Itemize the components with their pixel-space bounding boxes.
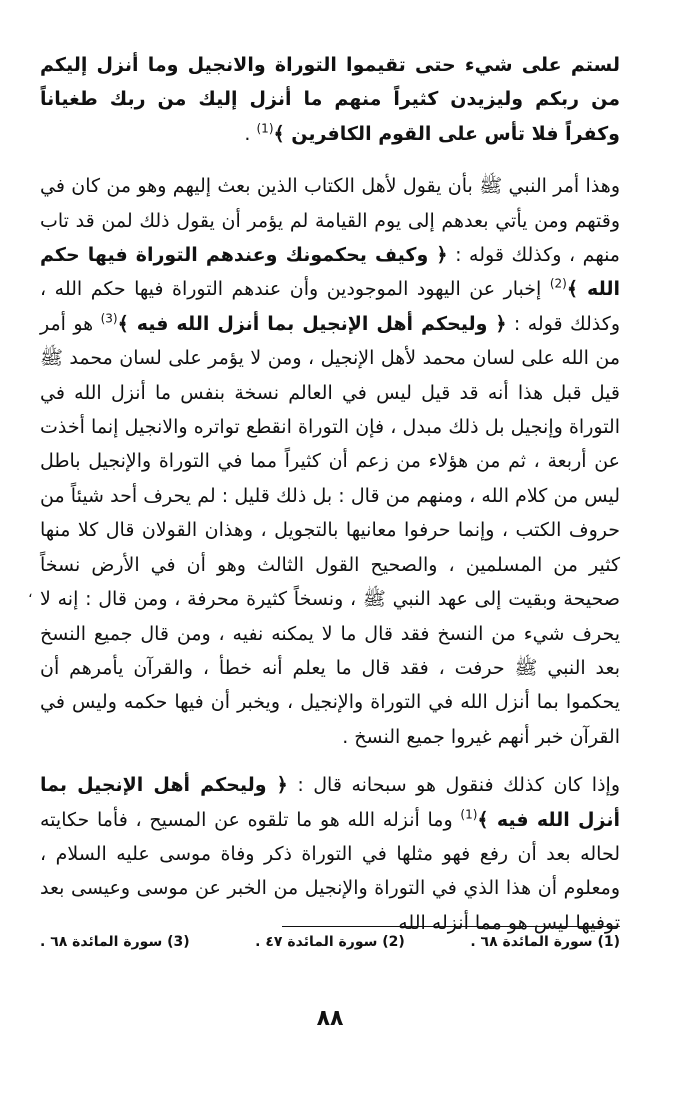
page-body [40,48,620,1048]
footnotes [40,934,620,950]
body-text: . [244,122,257,145]
paragraph-2 [40,169,620,754]
quran-verse: ﴿ وليحكم أهل الإنجيل بما أنزل الله فيه ﴾ [40,774,620,831]
body-text: وهذا أمر النبي ﷺ بأن يقول لأهل الكتاب الذين بعث إليهم وهو من كان في وقتهم ومن يأتي بعدهم إلى يوم القيامة لم يؤمر أن يقول ذلك لمن قد تاب منهم ، وكذلك قوله : [40,175,620,267]
footnote-1: (1) سورة المائدة ٦٨ . [470,934,620,950]
footnote-divider [282,926,620,927]
footnote-ref: (2) [549,277,567,292]
body-text: وإذا كان كذلك فنقول هو سبحانه قال : [287,774,620,797]
quran-verse: لستم على شيء حتى تقيموا التوراة والانجيل وما أنزل إليكم من ربكم وليزيدن كثيراً منهم ما أنزل إليك من ربك طغياناً وكفراً فلا تأس على القوم الكافرين [40,54,620,145]
footnote-2: (2) سورة المائدة ٤٧ . [255,934,405,950]
quran-verse: ﴿ وكيف يحكمونك وعندهم التوراة فيها حكم الله ﴾ [40,244,620,301]
paragraph-3 [40,768,620,940]
footnote-ref: (3) [100,311,118,326]
quran-verse: ﴾ [273,122,285,145]
footnote-ref: (1) [460,807,478,822]
body-text: إخبار عن اليهود الموجودين وأن عندهم التوراة فيها حكم الله ، وكذلك قوله : [40,278,621,335]
quran-verse: ﴿ وليحكم أهل الإنجيل بما أنزل الله فيه ﴾ [117,312,507,335]
page-number: ٨٨ [316,1006,344,1031]
footnote-3: (3) سورة المائدة ٦٨ . [40,934,190,950]
footnote-ref: (1) [256,121,274,136]
margin-mark: ، [28,585,33,601]
body-text: وما أنزله الله هو ما تلقوه عن المسيح ، فأما حكايته لحاله بعد أن رفع فهو مثلها في التوراة ذكر وفاة موسى عليه السلام ، ومعلوم أن هذا الذي في التوراة والإنجيل من الخبر عن موسى وعيسى بعد توفيها ليس هو مما أنزله الله [40,808,620,934]
body-text: هو أمر من الله على لسان محمد لأهل الإنجيل ، ومن لا يؤمر على لسان محمد ﷺ قيل قبل هذا أنه قد قيل ليس في العالم نسخة بنفس ما أنزل الله في التوراة وإنجيل بل ذلك مبدل ، فإن التوراة انقطع تواتره والانجيل إنما أخذت عن أربعة ، ثم من هؤلاء من زعم أن كثيراً مما في التوراة والإنجيل باطل ليس من كلام الله ، ومنهم من قال : بل ذلك قليل : لم يحرف أحد شيئاً من حروف الكتب ، وإنما حرفوا معانيها بالتجويل ، وهذان القولان قال كلا منها كثير من المسلمين ، والصحيح القول الثالث وهو أن في الأرض نسخاً صحيحة وبقيت إلى عهد النبي ﷺ ، ونسخاً كثيرة محرفة ، ومن قال : إنه لا يحرف شيء من النسخ فقد قال ما لا يمكنه نفيه ، ومن قال جميع النسخ بعد النبي ﷺ حرفت ، فقد قال ما يعلم أنه خطأ ، والقرآن يأمرهم أن يحكموا بما أنزل الله في التوراة والإنجيل ، ويخبر أن فيها حكمه وليس في القرآن خبر أنهم غيروا جميع النسخ . [40,312,620,748]
paragraph-1 [40,48,620,151]
